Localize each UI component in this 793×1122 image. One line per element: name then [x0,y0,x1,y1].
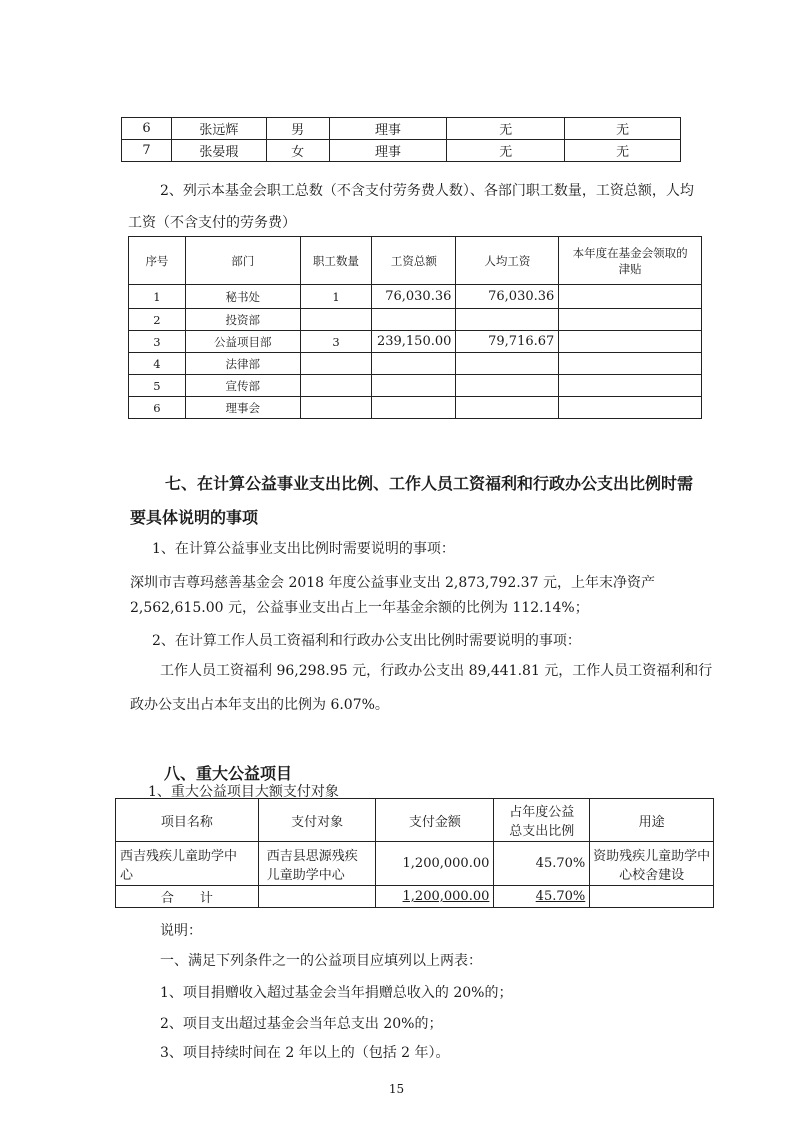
cell-count: 1 [300,285,372,309]
table-row [129,397,702,419]
header-use: 用途 [590,799,714,842]
header-allowance: 本年度在基金会领取的津贴 [559,237,702,285]
table-row [116,842,714,886]
cell-avg: 79,716.67 [456,331,559,353]
cell-no: 2 [129,309,186,331]
council-cell-gender: 女 [266,140,329,162]
staff-table [128,236,702,419]
cell-count [300,375,372,397]
council-cell-5: 无 [447,140,565,162]
cell-use-line2: 心校舍建设 [619,867,685,883]
header-count: 职工数量 [300,237,372,285]
cell-allowance [559,353,702,375]
table-row [129,353,702,375]
notes-title: 说明： [160,923,202,939]
table-row [129,309,702,331]
cell-dept: 法律部 [185,353,300,375]
table-header-row [116,799,714,842]
header-avg: 人均工资 [456,237,559,285]
table-row [129,285,702,309]
cell-count [300,309,372,331]
council-cell-role: 理事 [329,140,447,162]
cell-count: 3 [300,331,372,353]
section7-heading-line2: 要具体说明的事项 [130,508,259,527]
header-no: 序号 [129,237,186,285]
cell-pay-amount: 1,200,000.00 [376,842,494,886]
council-table [121,117,681,162]
notes-intro: 一、满足下列条件之一的公益项目应填列以上两表： [160,953,482,969]
table-row [129,331,702,353]
council-cell-no: 6 [122,118,172,140]
cell-use [590,842,714,886]
cell-dept: 理事会 [185,397,300,419]
cell-allowance [559,331,702,353]
cell-total [372,375,456,397]
cell-no: 3 [129,331,186,353]
cell-count [300,397,372,419]
cell-pay-target-line1: 西吉县思源残疾 [266,848,358,864]
council-cell-5: 无 [447,118,565,140]
cell-total: 239,150.00 [372,331,456,353]
section2-line2: 工资（不含支付的劳务费） [128,215,296,231]
table-header-row [129,237,702,285]
council-cell-6: 无 [565,140,681,162]
notes-item2: 2、项目支出超过基金会当年总支出 20%的； [160,1016,443,1032]
section7-p1-title: 1、在计算公益事业支出比例时需要说明的事项： [152,541,455,557]
cell-total-empty [258,886,376,908]
header-ratio-line2: 总支出比例 [509,824,575,839]
table-row [122,118,681,140]
cell-allowance [559,285,702,309]
cell-total-use [590,886,714,908]
cell-count [300,353,372,375]
cell-pay-target-line2: 儿童助学中心 [266,867,345,883]
header-project-name: 项目名称 [116,799,259,842]
cell-total-amount [376,886,494,908]
cell-total [372,309,456,331]
notes-item1: 1、项目捐赠收入超过基金会当年捐赠总收入的 20%的； [160,985,513,1001]
cell-project-name-line2: 心 [120,867,134,883]
total-amount-value: 1,200,000.00 [402,889,490,904]
cell-no: 5 [129,375,186,397]
cell-pay-target [258,842,376,886]
cell-total [372,397,456,419]
section7-p2-line2: 政办公支出占本年支出的比例为 6.07%。 [130,697,389,713]
section2-line1: 2、列示本基金会职工总数（不含支付劳务费人数）、各部门职工数量，工资总额，人均 [160,183,694,199]
table-total-row [116,886,714,908]
cell-ratio: 45.70% [494,842,590,886]
cell-allowance [559,397,702,419]
cell-allowance [559,309,702,331]
cell-dept: 宣传部 [185,375,300,397]
header-ratio-line1: 占年度公益 [509,805,575,820]
section7-p1-line1: 深圳市吉尊玛慈善基金会 2018 年度公益事业支出 2,873,792.37 元，上年末净资产 [130,575,655,591]
cell-total-ratio [494,886,590,908]
total-ratio-value: 45.70% [535,889,586,904]
section8-heading: 八、重大公益项目 [164,764,293,783]
council-cell-name: 张晏瑕 [171,140,266,162]
cell-dept: 公益项目部 [185,331,300,353]
header-pay-amount: 支付金额 [376,799,494,842]
cell-total: 76,030.36 [372,285,456,309]
cell-project-name-line1: 西吉残疾儿童助学中 [120,848,238,864]
header-ratio [494,799,590,842]
council-cell-6: 无 [565,118,681,140]
table-row [129,375,702,397]
cell-dept: 秘书处 [185,285,300,309]
cell-avg [456,397,559,419]
cell-use-line1: 资助残疾儿童助学中 [593,848,711,864]
cell-avg [456,353,559,375]
header-total: 工资总额 [372,237,456,285]
section7-p2-title: 2、在计算工作人员工资福利和行政办公支出比例时需要说明的事项： [152,633,581,649]
council-cell-role: 理事 [329,118,447,140]
project-table [115,798,714,908]
notes-item3: 3、项目持续时间在 2 年以上的（包括 2 年）。 [160,1045,450,1061]
cell-total [372,353,456,375]
section7-heading-line1: 七、在计算公益事业支出比例、工作人员工资福利和行政办公支出比例时需 [165,474,694,493]
council-cell-gender: 男 [266,118,329,140]
cell-dept: 投资部 [185,309,300,331]
cell-allowance [559,375,702,397]
page-number: 15 [388,1082,405,1096]
section7-p1-line2: 2,562,615.00 元，公益事业支出占上一年基金余额的比例为 112.14%； [130,600,589,616]
cell-no: 4 [129,353,186,375]
cell-total-label: 合 计 [116,886,259,908]
section7-p2-line1: 工作人员工资福利 96,298.95 元，行政办公支出 89,441.81 元，工作人员工资福利和行 [160,663,713,679]
cell-no: 1 [129,285,186,309]
cell-avg [456,375,559,397]
header-pay-target: 支付对象 [258,799,376,842]
cell-avg [456,309,559,331]
council-cell-name: 张远辉 [171,118,266,140]
council-cell-no: 7 [122,140,172,162]
cell-avg: 76,030.36 [456,285,559,309]
cell-project-name [116,842,259,886]
section8-sub: 1、重大公益项目大额支付对象 [148,784,339,800]
table-row [122,140,681,162]
cell-no: 6 [129,397,186,419]
header-dept: 部门 [185,237,300,285]
